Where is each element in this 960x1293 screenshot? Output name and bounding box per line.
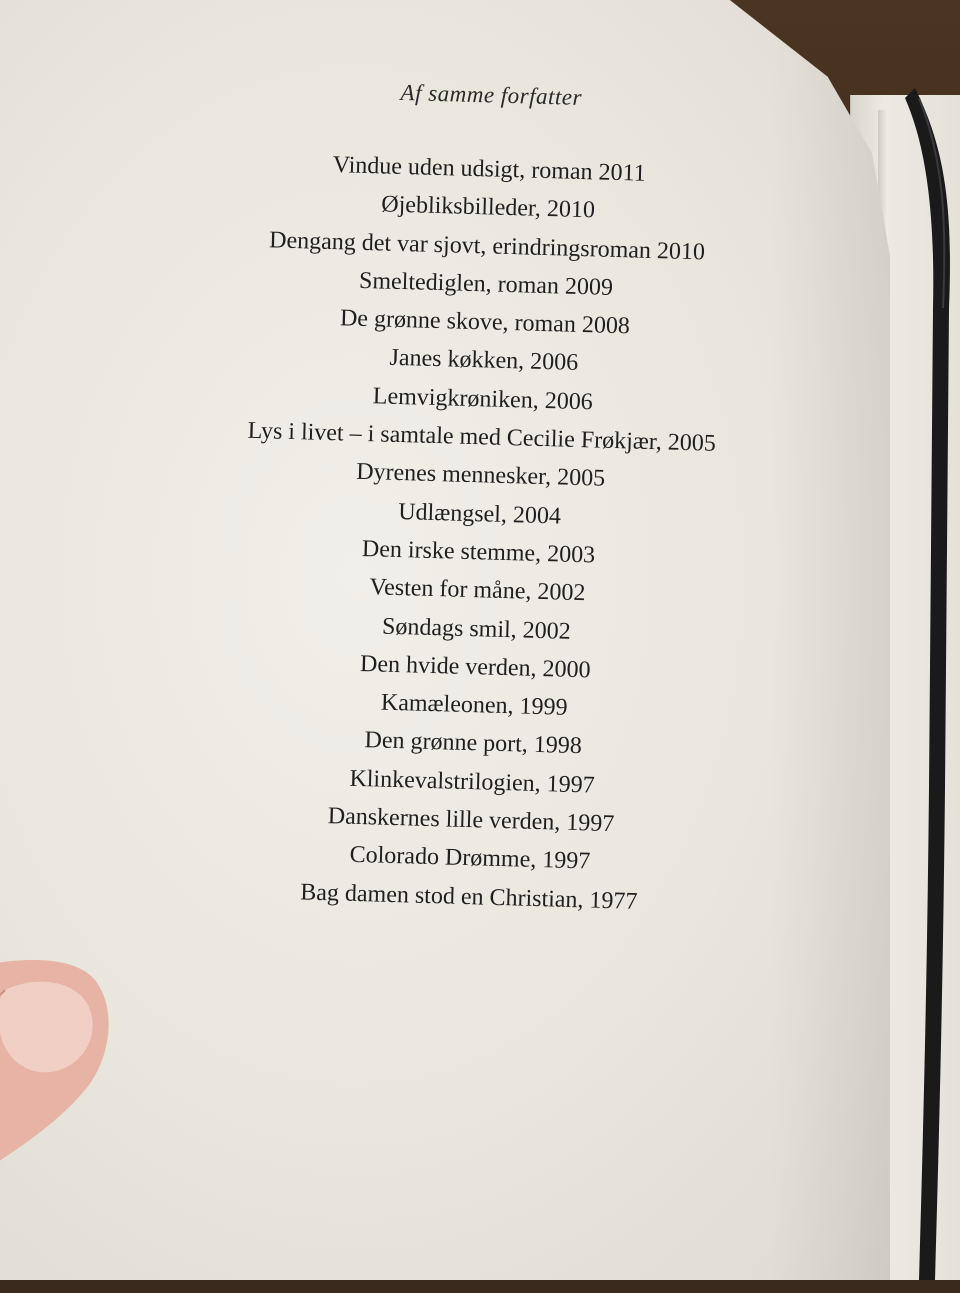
book-title-item: Lemvigkrøniken, 2006: [372, 383, 594, 416]
book-title-item: Bag damen stod en Christian, 1977: [299, 879, 638, 915]
book-title-item: Dyrenes mennesker, 2005: [355, 459, 606, 493]
book-title-item: Lys i livet – i samtale med Cecilie Frøkjær, 2005: [247, 417, 717, 457]
page-heading: Af samme forfatter: [400, 79, 583, 110]
book-title-item: Den hvide verden, 2000: [359, 650, 591, 684]
book-title-item: Den grønne port, 1998: [364, 727, 583, 760]
book-title-item: Colorado Drømme, 1997: [349, 842, 591, 875]
book-title-item: Janes køkken, 2006: [389, 345, 579, 377]
book-title-item: Øjebliksbilleder, 2010: [381, 191, 596, 224]
book-title-item: Kamæleonen, 1999: [380, 689, 568, 721]
book-title-item: Danskernes lille verden, 1997: [327, 803, 615, 838]
book-title-item: Klinkevalstrilogien, 1997: [349, 765, 596, 799]
book-title-item: De grønne skove, roman 2008: [339, 305, 631, 340]
book-title-item: Smeltediglen, roman 2009: [358, 267, 614, 301]
book-title-item: Dengang det var sjovt, erindringsroman 2010: [268, 226, 706, 266]
book-title-item: Vindue uden udsigt, roman 2011: [332, 152, 647, 187]
book-title-item: Den irske stemme, 2003: [361, 535, 596, 569]
book-title-item: Søndags smil, 2002: [381, 613, 572, 645]
book-title-item: Vesten for måne, 2002: [369, 574, 586, 607]
finger-icon: [0, 950, 120, 1200]
bibliography-list: [0, 137, 960, 929]
book-title-item: Udlængsel, 2004: [397, 498, 562, 530]
